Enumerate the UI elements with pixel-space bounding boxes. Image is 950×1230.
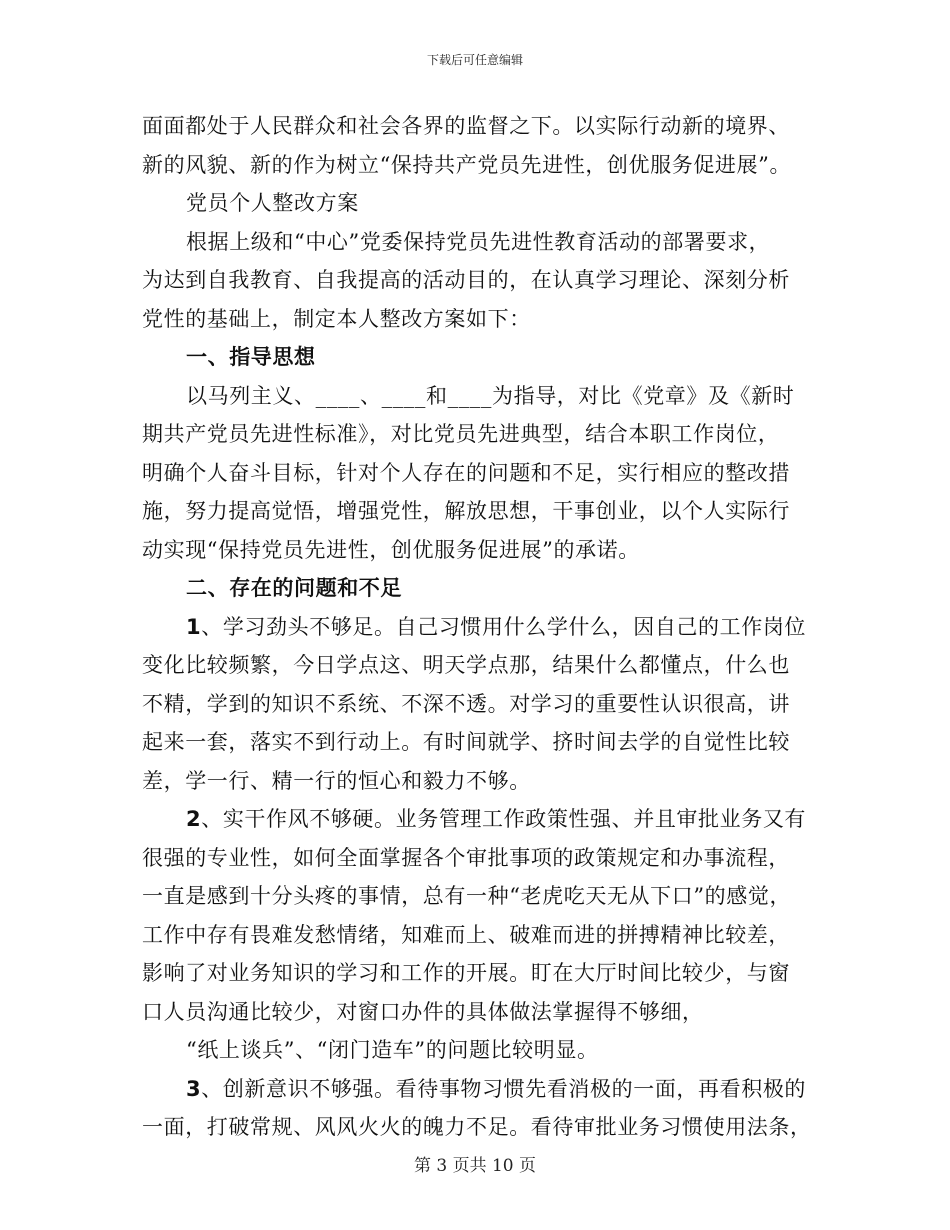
body-line: 变化比较频繁，今日学点这、明天学点那，结果什么都懂点，什么也 <box>142 653 790 677</box>
body-line: 不精，学到的知识不系统、不深不透。对学习的重要性认识很高，讲 <box>142 691 790 716</box>
body-line: 面面都处于人民群众和社会各界的监督之下。以实际行动新的境界、 <box>142 114 790 138</box>
document-body <box>142 107 812 1147</box>
body-line: 一直是感到十分头疼的事情，总有一种“老虎吃天无从下口”的感觉， <box>142 884 792 908</box>
body-line: 起来一套，落实不到行动上。有时间就学、挤时间去学的自觉性比较 <box>142 730 790 754</box>
body-line: 期共产党员先进性标准》，对比党员先进典型，结合本职工作岗位， <box>142 422 780 446</box>
body-line: 口人员沟通比较少，对窗口办件的具体做法掌握得不够细， <box>142 999 704 1024</box>
item-text: 、创新意识不够强。看待事物习惯先看消极的一面，再看积极的 <box>201 1076 807 1101</box>
body-line: 党性的基础上，制定本人整改方案如下： <box>142 306 531 331</box>
body-line: 新的风貌、新的作为树立“保持共产党员先进性，创优服务促进展”。 <box>142 152 792 177</box>
body-line: 明确个人奋斗目标，针对个人存在的问题和不足，实行相应的整改措 <box>142 460 790 485</box>
body-line: 以马列主义、____、____和____为指导，对比《党章》及《新时 <box>186 383 795 408</box>
body-line: 施，努力提高觉悟，增强党性，解放思想，干事创业，以个人实际行 <box>142 499 790 523</box>
header-note: 下载后可任意编辑 <box>426 53 523 67</box>
body-line: 很强的专业性，如何全面掌握各个审批事项的政策规定和办事流程， <box>142 845 790 870</box>
body-line: 动实现“保持党员先进性，创优服务促进展”的承诺。 <box>142 537 640 562</box>
section-title: 党员个人整改方案 <box>186 191 359 215</box>
body-line: 影响了对业务知识的学习和工作的开展。盯在大厅时间比较少，与窗 <box>142 961 790 985</box>
body-line: 工作中存有畏难发愁情绪，知难而上、破难而进的拼搏精神比较差， <box>142 922 790 947</box>
heading-problems: 二、存在的问题和不足 <box>186 576 402 600</box>
item-number: 3 <box>186 1076 202 1101</box>
body-line: “纸上谈兵”、“闭门造车”的问题比较明显。 <box>186 1038 599 1062</box>
body-line: 一面，打破常规、风风火火的魄力不足。看待审批业务习惯使用法条， <box>142 1115 812 1139</box>
numbered-item-line <box>142 800 812 839</box>
heading-guiding-ideology: 一、指导思想 <box>186 345 316 369</box>
numbered-item-line <box>142 608 812 647</box>
numbered-item-line <box>142 1070 812 1109</box>
item-text: 、实干作风不够硬。业务管理工作政策性强、并且审批业务又有 <box>201 807 807 831</box>
item-number: 1 <box>186 614 202 639</box>
body-line: 差，学一行、精一行的恒心和毅力不够。 <box>142 768 531 793</box>
item-text: 、学习劲头不够足。自己习惯用什么学什么，因自己的工作岗位 <box>201 614 807 639</box>
body-line: 为达到自我教育、自我提高的活动目的，在认真学习理论、深刻分析 <box>142 268 790 292</box>
page-number-footer: 第 3 页共 10 页 <box>413 1156 537 1176</box>
body-line: 根据上级和“中心”党委保持党员先进性教育活动的部署要求， <box>186 229 771 254</box>
item-number: 2 <box>186 807 202 831</box>
